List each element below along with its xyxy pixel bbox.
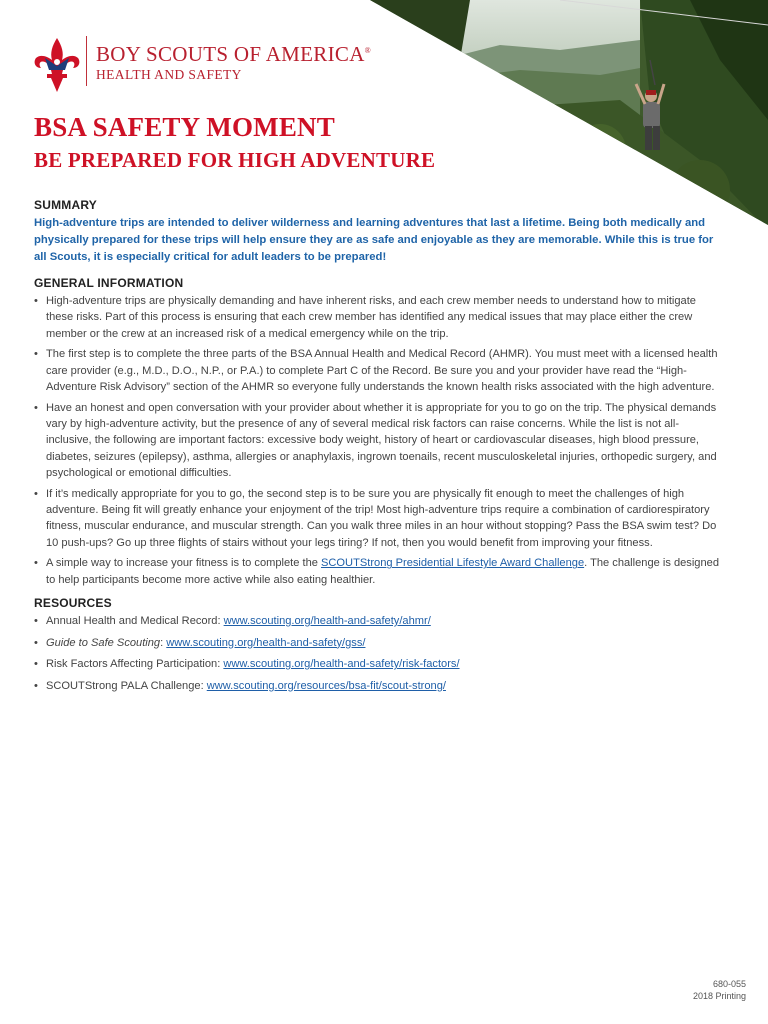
ahmr-link[interactable]: www.scouting.org/health-and-safety/ahmr/ (223, 615, 431, 628)
risk-factors-link[interactable]: www.scouting.org/health-and-safety/risk-factors/ (223, 658, 460, 671)
department-name: HEALTH AND SAFETY (96, 67, 242, 82)
gss-link[interactable]: www.scouting.org/health-and-safety/gss/ (166, 636, 366, 649)
summary-heading: SUMMARY (34, 198, 97, 212)
list-item: • A simple way to increase your fitness is to complete the SCOUTStrong Presidential Lifestyle Award Challenge. The challenge is designed to help participants become more active while also eating healthier. (34, 557, 719, 586)
page-subtitle: BE PREPARED FOR HIGH ADVENTURE (34, 148, 436, 172)
list-item: • Have an honest and open conversation with your provider about whether it is appropriate for you to go on the trip. The physical demands vary by high-adventure activity, but the presence of any of several medical risk factors can raise concerns. While the list is not all-inclusive, the following are important factors: excessive body weight, history of heart or cardiovascular diseases, high blood pressure, diabetes, seizures (epilepsy), asthma, allergies or anaphylaxis, ingrown toenails, recent musculoskeletal injuries, orthopedic surgery, and psychological or emotional difficulties. (34, 401, 717, 479)
organization-name: BOY SCOUTS OF AMERICA® (96, 42, 372, 66)
list-item: • If it’s medically appropriate for you to go, the second step is to be sure you are physically fit enough to meet the challenges of high adventure. Being fit will greatly enhance your enjoyment of the trip! Most high-adventure trips require a combination of cardiorespiratory fitness, muscular endurance, and muscular strength. Can you walk three miles in an hour without stopping? Pass the BSA swim test? Do 10 push-ups? Go up three flights of stairs without your legs tiring? If not, then you would benefit from improving your fitness. (34, 487, 717, 549)
general-information-section (34, 276, 724, 588)
resources-heading: RESOURCES (34, 596, 112, 611)
summary-text: High-adventure trips are intended to deliver wilderness and learning adventures that last a lifetime. Being both medically and physically prepared for these trips will help ensure they are as safe and enjoyable as they are memorable. While this is true for all Scouts, it is especially critical for adult leaders to be prepared! (34, 217, 714, 263)
footer (693, 978, 746, 1002)
bsa-fleur-de-lis-logo (32, 36, 82, 94)
resource-item-risk-factors: • Risk Factors Affecting Participation: www.scouting.org/health-and-safety/risk-factors/ (34, 658, 460, 671)
document-body (34, 198, 724, 703)
resource-item-gss: • Guide to Safe Scouting: www.scouting.org/health-and-safety/gss/ (34, 636, 366, 649)
brand-divider (86, 36, 87, 86)
resource-item-ahmr: • Annual Health and Medical Record: www.scouting.org/health-and-safety/ahmr/ (34, 615, 431, 628)
scoutstrong-challenge-link[interactable]: SCOUTStrong Presidential Lifestyle Award Challenge (321, 557, 585, 570)
list-item: • High-adventure trips are physically demanding and have inherent risks, and each crew member needs to understand how to mitigate these risks. Part of this process is ensuring that each crew member has identified any medical issues that may place either the crew member or the crew at an increased risk of a medical emergency while on the trip. (34, 295, 696, 340)
general-information-list (34, 293, 724, 588)
resources-list (34, 613, 724, 695)
list-item: • The first step is to complete the three parts of the BSA Annual Health and Medical Record (AHMR). You must meet with a licensed health care provider (e.g., M.D., D.O., N.P., or P.A.) to complete Part C of the Record. Be sure you and your provider have read the “High-Adventure Risk Advisory” section of the AHMR so everyone fully understands the known health risks associated with the high adventure. (34, 348, 718, 393)
document-code: 680-055 (712, 979, 746, 989)
page-title: BSA SAFETY MOMENT (34, 112, 335, 142)
resources-section (34, 596, 724, 695)
summary-section (34, 198, 724, 266)
printing-note: 2018 Printing (692, 991, 746, 1001)
general-information-heading: GENERAL INFORMATION (34, 276, 184, 290)
resource-item-scout-strong: • SCOUTStrong PALA Challenge: www.scouting.org/resources/bsa-fit/scout-strong/ (34, 679, 446, 692)
scout-strong-link[interactable]: www.scouting.org/resources/bsa-fit/scout-strong/ (206, 679, 446, 692)
